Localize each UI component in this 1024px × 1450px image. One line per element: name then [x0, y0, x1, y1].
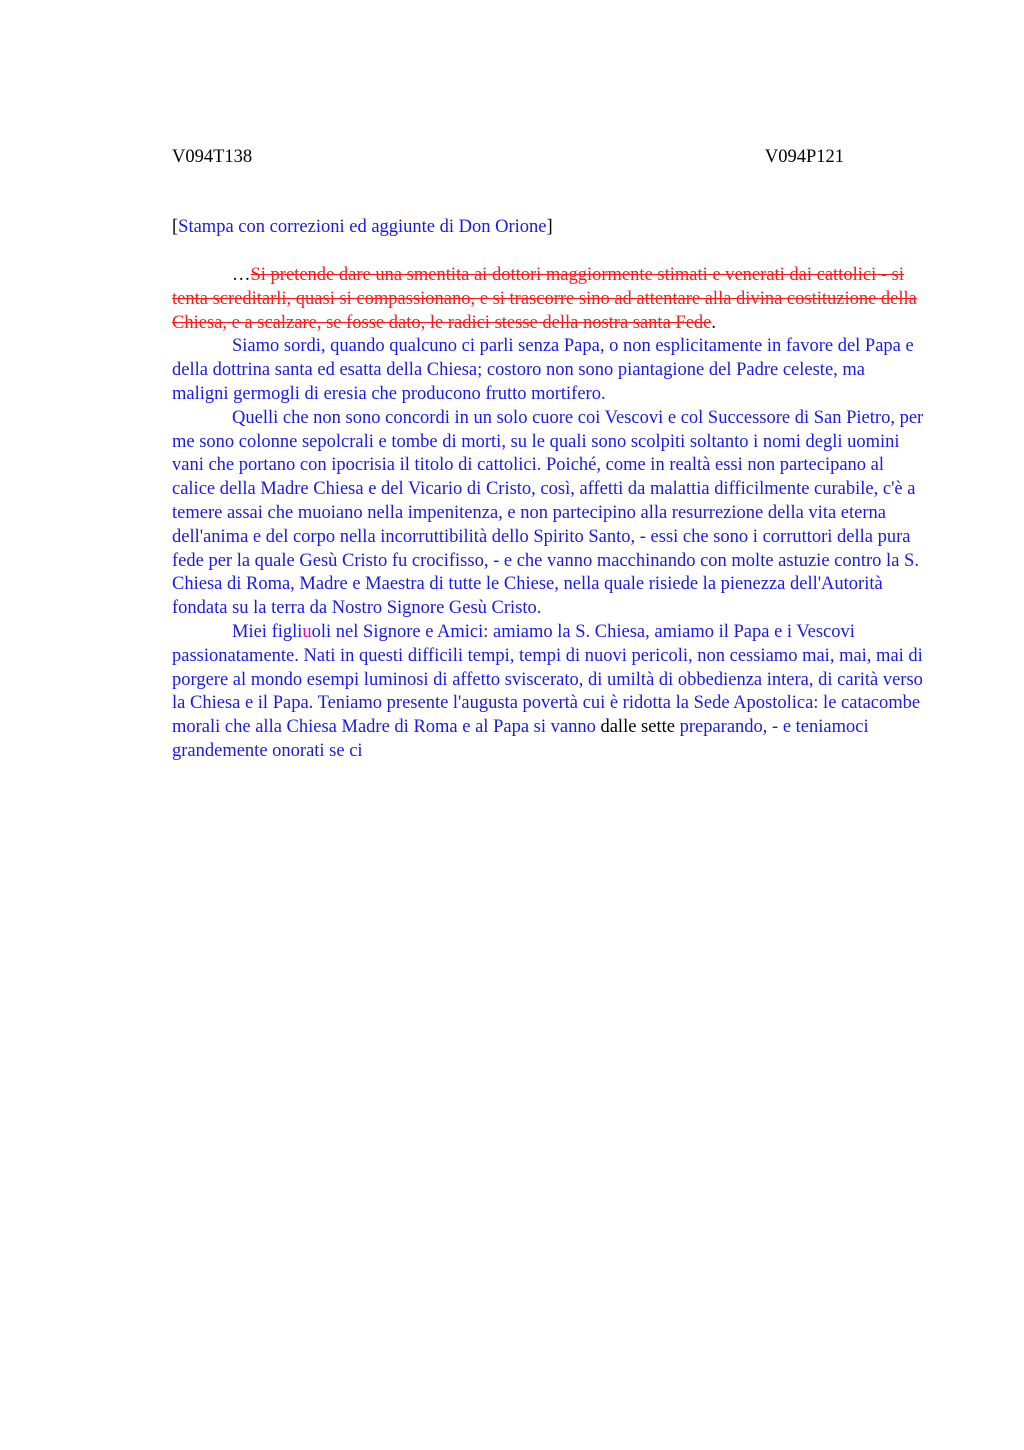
paragraph-1	[172, 264, 924, 335]
paragraph-4-part3: preparando, - e teniamoci grandemente onorati se ci	[172, 717, 869, 761]
page-header	[172, 147, 844, 171]
page-code: V094P121	[764, 147, 844, 167]
black-text: dalle sette	[600, 717, 675, 738]
struck-text: Si pretende dare una smentita ai dottori maggiormente stimati e venerati dai cattolici - si tenta screditarli, quasi si compassionano, e si trascorre sino ad attentare alla divina costituzione della Chiesa, e a scalzare, se fosse dato, le radici stesse della nostra santa Fede	[172, 265, 917, 333]
document-body	[172, 264, 924, 764]
note-text: Stampa con correzioni ed aggiunte di Don Orione	[178, 217, 547, 237]
document-code: V094T138	[172, 147, 253, 167]
ellipsis: …	[232, 265, 251, 285]
note-close-bracket: ]	[546, 217, 553, 237]
paragraph-4-part2: oli nel Signore e Amici: amiamo la S. Chiesa, amiamo il Papa e i Vescovi passionatamente. Nati in questi difficili tempi, tempi di nuovi pericoli, non cessiamo mai, mai, mai di porgere al mondo esempi luminosi di affetto sviscerato, di umiltà di obbedienza intera, di carità verso la Chiesa e il Papa. Teniamo presente l'augusta povertà cui è ridotta la Sede Apostolica: le catacombe morali che alla Chiesa Madre di Roma e al Papa si vanno	[172, 621, 923, 738]
paragraph-4	[172, 621, 924, 764]
paragraph-4-part1: Miei figli	[232, 621, 303, 642]
paragraph-3: Quelli che non sono concordi in un solo cuore coi Vescovi e col Successore di San Pietro, per me sono colonne sepolcrali e tombe di morti, su le quali sono scolpiti soltanto i nomi degli uomini vani che portano con ipocrisia il titolo di cattolici. Poiché, come in realtà essi non partecipano al calice della Madre Chiesa e del Vicario di Cristo, così, affetti da malattia difficilmente curabile, c'è a temere assai che muoiano nella impenitenza, e non partecipino alla resurrezione della vita eterna dell'anima e del corpo nella incorruttibilità dello Spirito Santo, - essi che sono i corruttori della pura fede per la quale Gesù Cristo fu crocifisso, - e che vanno macchinando con molte astuzie contro la S. Chiesa di Roma, Madre e Maestra di tutte le Chiese, nella quale risiede la pienezza dell'Autorità fondata su la terra da Nostro Signore Gesù Cristo.	[172, 407, 924, 619]
paragraph-end: .	[711, 312, 716, 333]
note-open-bracket: [	[172, 217, 179, 237]
inserted-letter: u	[302, 621, 312, 642]
editorial-note	[172, 217, 553, 238]
paragraph-2: Siamo sordi, quando qualcuno ci parli senza Papa, o non esplicitamente in favore del Papa e della dottrina santa ed esatta della Chiesa; costoro non sono piantagione del Padre celeste, ma maligni germogli di eresia che producono frutto mortifero.	[172, 336, 914, 404]
